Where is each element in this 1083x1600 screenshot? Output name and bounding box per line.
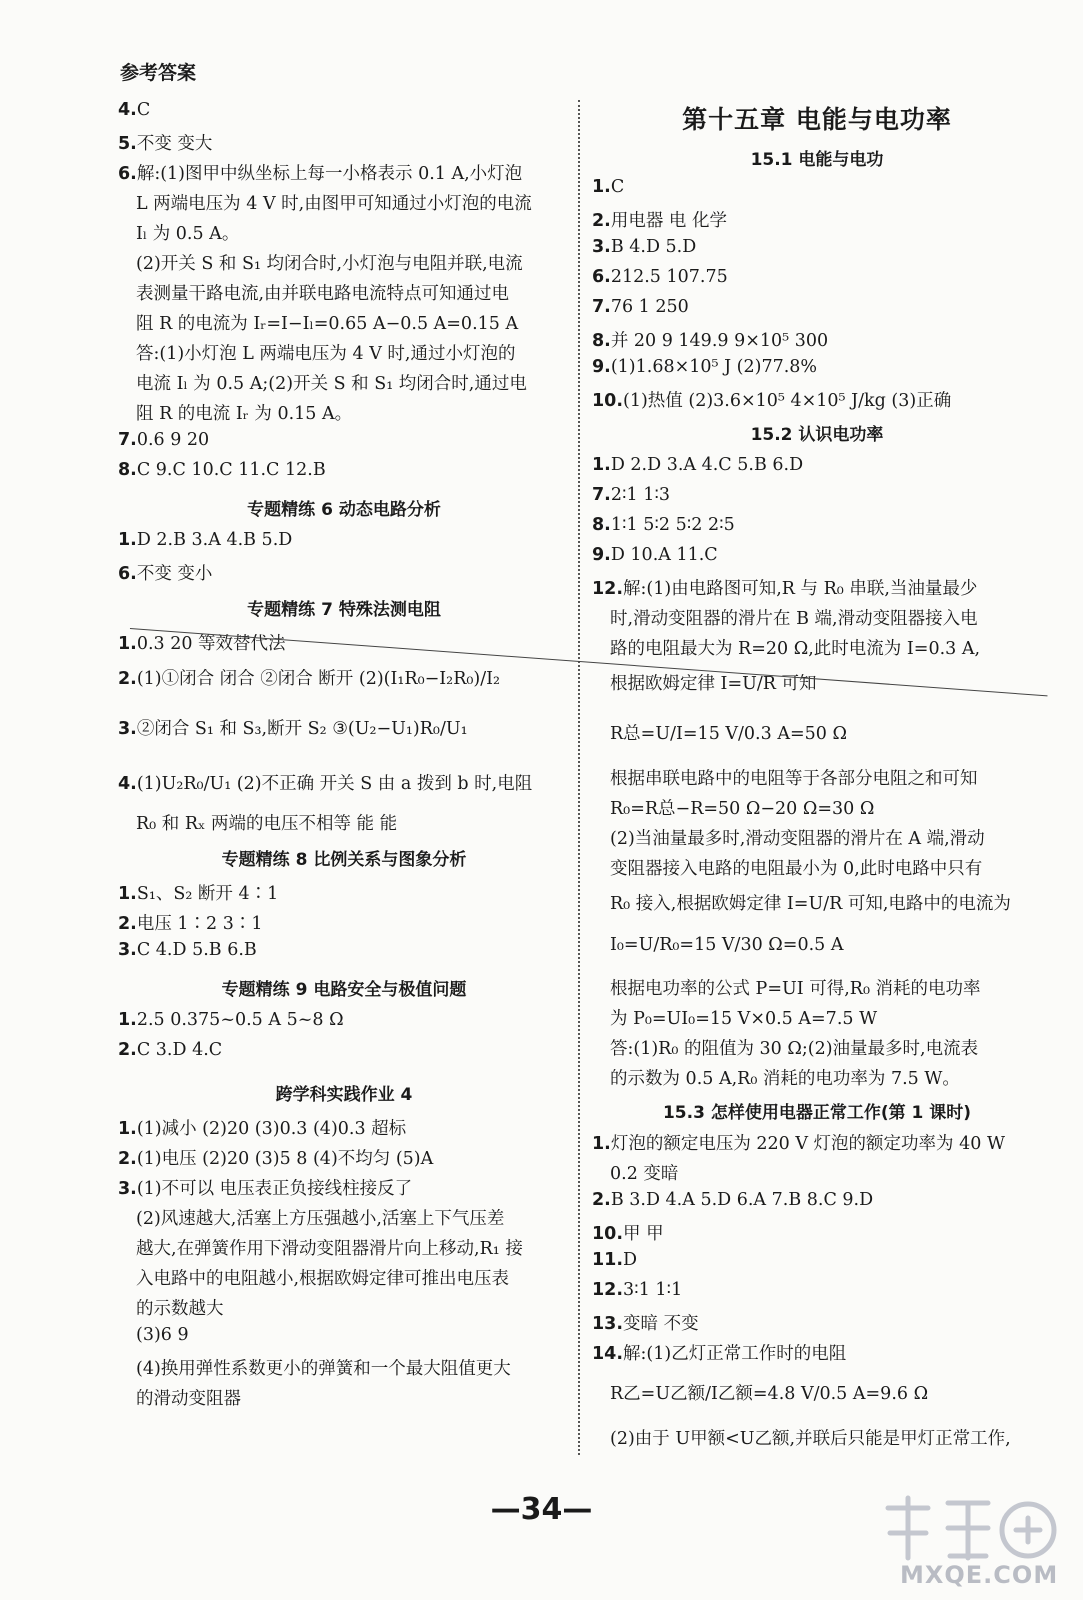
answer-line <box>592 575 1042 600</box>
answer-continuation <box>592 890 1042 915</box>
answer-text: (1)①闭合 闭合 ②闭合 断开 (2)(I₁R₀−I₂R₀)/I₂ <box>136 669 501 689</box>
section-heading: 跨学科实践作业 4 <box>275 1085 413 1105</box>
answer-text: (1)电压 (2)20 (3)5 8 (4)不均匀 (5)A <box>136 1149 434 1169</box>
answer-text: C 9.C 10.C 11.C 12.B <box>136 460 326 480</box>
answer-text: 3∶1 1∶1 <box>623 1280 683 1300</box>
answer-continuation <box>118 310 570 335</box>
answer-text: 解:(1)乙灯正常工作时的电阻 <box>623 1344 847 1364</box>
answer-continuation <box>118 1355 570 1380</box>
question-number: 13. <box>592 1314 624 1334</box>
answer-continuation <box>118 400 570 425</box>
question-number: 6. <box>118 564 137 584</box>
answer-text: (1)U₂R₀/U₁ (2)不正确 开关 S 由 a 拨到 b 时,电阻 <box>136 774 533 794</box>
answer-line <box>118 1145 570 1170</box>
answer-text: 越大,在弹簧作用下滑动变阻器滑片向上移动,R₁ 接 <box>136 1239 523 1259</box>
question-number: 3. <box>118 940 137 960</box>
answer-text: 并 20 9 149.9 9×10⁵ 300 <box>610 331 829 351</box>
answer-text: I₀=U/R₀=15 V/30 Ω=0.5 A <box>610 935 844 955</box>
question-number: 1. <box>592 177 611 197</box>
answer-continuation <box>118 220 570 245</box>
answer-text: R₀=R总−R=50 Ω−20 Ω=30 Ω <box>610 799 875 819</box>
answer-text: 2∶1 1∶3 <box>610 485 671 505</box>
answer-line <box>592 485 1042 505</box>
section-heading: 15.2 认识电功率 <box>750 425 884 445</box>
answer-line <box>592 297 1042 317</box>
question-number: 8. <box>592 331 611 351</box>
answer-line <box>118 130 570 155</box>
section-heading: 专题精练 6 动态电路分析 <box>247 500 441 520</box>
question-number: 1. <box>118 530 137 550</box>
question-number: 1. <box>118 884 137 904</box>
answer-continuation <box>592 765 1042 790</box>
answer-text: 灯泡的额定电压为 220 V 灯泡的额定功率为 40 W <box>610 1134 1005 1154</box>
section-heading: 专题精练 8 比例关系与图象分析 <box>221 850 467 870</box>
answer-text: D 10.A 11.C <box>610 545 718 565</box>
answer-line <box>118 1115 570 1140</box>
answer-text: 0.3 20 等效替代法 <box>136 634 286 654</box>
answer-text: L 两端电压为 4 V 时,由图甲可知通过小灯泡的电流 <box>136 194 532 214</box>
answer-line <box>118 460 570 480</box>
answer-continuation <box>592 1380 1042 1405</box>
answer-text: 不变 变小 <box>136 564 213 584</box>
question-number: 1. <box>592 455 611 475</box>
question-number: 7. <box>118 430 137 450</box>
answer-text: 0.6 9 20 <box>136 430 210 450</box>
answer-line <box>592 327 1042 352</box>
answer-text: 212.5 107.75 <box>610 267 728 287</box>
answer-text: C <box>610 177 625 197</box>
answer-text: C 4.D 5.B 6.B <box>136 940 257 960</box>
question-number: 12. <box>592 579 624 599</box>
answer-line <box>592 515 1042 535</box>
watermark-logo-icon <box>878 1488 1068 1568</box>
answer-text: 入电路中的电阻越小,根据欧姆定律可推出电压表 <box>136 1269 510 1289</box>
question-number: 1. <box>118 1010 137 1030</box>
question-number: 6. <box>118 164 137 184</box>
answer-text: D 2.D 3.A 4.C 5.B 6.D <box>610 455 804 475</box>
answer-text: 表测量干路电流,由并联电路电流特点可知通过电 <box>136 284 510 304</box>
section-heading: 15.3 怎样使用电器正常工作(第 1 课时) <box>662 1103 972 1123</box>
answer-continuation <box>118 810 570 835</box>
question-number: 7. <box>592 297 611 317</box>
answer-continuation <box>592 1005 1042 1030</box>
question-number: 8. <box>592 515 611 535</box>
answer-continuation <box>592 855 1042 880</box>
answer-text: 的滑动变阻器 <box>136 1389 241 1409</box>
answer-text: 0.2 变暗 <box>610 1164 679 1184</box>
answer-continuation <box>118 370 570 395</box>
answer-continuation <box>118 1205 570 1230</box>
section-heading: 专题精练 7 特殊法测电阻 <box>247 600 441 620</box>
question-number: 8. <box>118 460 137 480</box>
answer-line <box>118 630 570 655</box>
answer-text: 电流 Iₗ 为 0.5 A;(2)开关 S 和 S₁ 均闭合时,通过电 <box>136 374 527 394</box>
answer-text: 时,滑动变阻器的滑片在 B 端,滑动变阻器接入电 <box>610 609 978 629</box>
answer-line <box>592 1130 1042 1155</box>
column-divider <box>578 100 580 1455</box>
answer-line <box>592 1190 1042 1210</box>
answer-text: R₀ 和 Rₓ 两端的电压不相等 能 能 <box>136 814 398 834</box>
answer-continuation <box>592 670 1042 695</box>
answer-text: B 4.D 5.D <box>610 237 697 257</box>
answer-text: 为 P₀=UI₀=15 V×0.5 A=7.5 W <box>610 1009 878 1029</box>
section-heading: 专题精练 9 电路安全与极值问题 <box>221 980 467 1000</box>
answer-line <box>592 387 1042 412</box>
answer-text: B 3.D 4.A 5.D 6.A 7.B 8.C 9.D <box>610 1190 874 1210</box>
answer-line <box>592 237 1042 257</box>
answer-continuation <box>592 1425 1042 1450</box>
answer-text: (2)由于 U甲额<U乙额,并联后只能是甲灯正常工作, <box>610 1429 1011 1449</box>
question-number: 14. <box>592 1344 624 1364</box>
answer-continuation <box>118 1265 570 1290</box>
answer-text: 用电器 电 化学 <box>610 211 727 231</box>
answer-text: (2)当油量最多时,滑动变阻器的滑片在 A 端,滑动 <box>610 829 985 849</box>
answer-text: C <box>136 100 151 120</box>
answer-text: R乙=U乙额/I乙额=4.8 V/0.5 A=9.6 Ω <box>610 1384 929 1404</box>
page-header: 参考答案 <box>120 62 197 84</box>
answer-line <box>118 100 570 120</box>
answer-text: 2.5 0.375~0.5 A 5~8 Ω <box>136 1010 344 1030</box>
question-number: 1. <box>592 1134 611 1154</box>
answer-text: (1)热值 (2)3.6×10⁵ 4×10⁵ J/kg (3)正确 <box>623 391 952 411</box>
answer-text: Iₗ 为 0.5 A。 <box>136 224 240 244</box>
answer-line <box>118 910 570 935</box>
answer-line <box>592 1220 1042 1245</box>
question-number: 1. <box>118 634 137 654</box>
answer-text: 变暗 不变 <box>623 1314 699 1334</box>
answer-text: 路的电阻最大为 R=20 Ω,此时电流为 I=0.3 A, <box>610 639 981 659</box>
answer-line <box>592 357 1042 377</box>
answer-line <box>592 177 1042 197</box>
answer-line <box>118 430 570 450</box>
answer-line <box>118 530 570 550</box>
answer-continuation <box>592 1160 1042 1185</box>
answer-continuation <box>118 1385 570 1410</box>
answer-text: 根据串联电路中的电阻等于各部分电阻之和可知 <box>610 769 978 789</box>
answer-continuation <box>118 190 570 215</box>
question-number: 3. <box>118 1179 137 1199</box>
answer-text: (1)减小 (2)20 (3)0.3 (4)0.3 超标 <box>136 1119 407 1139</box>
answer-text: (3)6 9 <box>136 1325 189 1345</box>
question-number: 11. <box>592 1250 624 1270</box>
answer-line <box>118 560 570 585</box>
answer-text: 解:(1)由电路图可知,R 与 R₀ 串联,当油量最少 <box>623 579 978 599</box>
answer-text: S₁、S₂ 断开 4∶1 <box>136 884 279 904</box>
answer-text: (1)不可以 电压表正负接线柱接反了 <box>136 1179 413 1199</box>
chapter-title: 第十五章 电能与电功率 <box>682 105 952 134</box>
question-number: 5. <box>118 134 137 154</box>
question-number: 2. <box>592 211 611 231</box>
answer-text: (4)换用弹性系数更小的弹簧和一个最大阻值更大 <box>136 1359 511 1379</box>
answer-text: ②闭合 S₁ 和 S₃,断开 S₂ ③(U₂−U₁)R₀/U₁ <box>136 719 468 739</box>
answer-text: 76 1 250 <box>610 297 689 317</box>
answer-text: 根据欧姆定律 I=U/R 可知 <box>610 674 817 694</box>
question-number: 10. <box>592 1224 624 1244</box>
answer-continuation <box>118 250 570 275</box>
answer-line <box>118 1010 570 1030</box>
question-number: 2. <box>592 1190 611 1210</box>
question-number: 2. <box>118 669 137 689</box>
answer-continuation <box>118 340 570 365</box>
watermark-text: MXQE.COM <box>900 1561 1059 1589</box>
question-number: 2. <box>118 1040 137 1060</box>
answer-line <box>592 1310 1042 1335</box>
answer-text: 答:(1)R₀ 的阻值为 30 Ω;(2)油量最多时,电流表 <box>610 1039 979 1059</box>
question-number: 7. <box>592 485 611 505</box>
question-number: 6. <box>592 267 611 287</box>
answer-text: 根据电功率的公式 P=UI 可得,R₀ 消耗的电功率 <box>610 979 981 999</box>
answer-line <box>118 665 570 690</box>
answer-line <box>592 207 1042 232</box>
answer-continuation <box>592 795 1042 820</box>
answer-line <box>592 1280 1042 1300</box>
answer-text: 解:(1)图甲中纵坐标上每一小格表示 0.1 A,小灯泡 <box>136 164 523 184</box>
answer-line <box>592 267 1042 287</box>
answer-continuation <box>118 1235 570 1260</box>
answer-text: 阻 R 的电流 Iᵣ 为 0.15 A。 <box>136 404 353 424</box>
answer-text: (2)开关 S 和 S₁ 均闭合时,小灯泡与电阻并联,电流 <box>136 254 523 274</box>
question-number: 3. <box>592 237 611 257</box>
question-number: 2. <box>118 1149 137 1169</box>
answer-continuation <box>592 605 1042 630</box>
answer-line <box>592 1250 1042 1270</box>
answer-text: 阻 R 的电流为 Iᵣ=I−Iₗ=0.65 A−0.5 A=0.15 A <box>136 314 519 334</box>
answer-text: 电压 1∶2 3∶1 <box>136 914 263 934</box>
answer-text: R总=U/I=15 V/0.3 A=50 Ω <box>610 724 847 744</box>
answer-text: R₀ 接入,根据欧姆定律 I=U/R 可知,电路中的电流为 <box>610 894 1011 914</box>
question-number: 2. <box>118 914 137 934</box>
answer-line <box>118 770 570 795</box>
answer-text: C 3.D 4.C <box>136 1040 223 1060</box>
answer-text: (1)1.68×10⁵ J (2)77.8% <box>610 357 818 377</box>
answer-continuation <box>118 280 570 305</box>
section-heading: 15.1 电能与电功 <box>750 150 884 170</box>
answer-text: D <box>623 1250 638 1270</box>
watermark <box>878 1488 1068 1593</box>
answer-continuation <box>592 975 1042 1000</box>
answer-continuation <box>592 1065 1042 1090</box>
answer-text: 1∶1 5∶2 5∶2 2∶5 <box>610 515 735 535</box>
question-number: 9. <box>592 357 611 377</box>
answer-continuation <box>592 720 1042 745</box>
answer-text: 甲 甲 <box>623 1224 664 1244</box>
answer-text: D 2.B 3.A 4.B 5.D <box>136 530 293 550</box>
question-number: 4. <box>118 100 137 120</box>
answer-continuation <box>592 825 1042 850</box>
answer-text: 不变 变大 <box>136 134 213 154</box>
answer-text: (2)风速越大,活塞上方压强越小,活塞上下气压差 <box>136 1209 505 1229</box>
answer-line <box>592 545 1042 565</box>
page-number: —34— <box>490 1492 593 1527</box>
answer-text: 答:(1)小灯泡 L 两端电压为 4 V 时,通过小灯泡的 <box>136 344 516 364</box>
question-number: 4. <box>118 774 137 794</box>
answer-continuation <box>592 935 1042 955</box>
answer-line <box>118 880 570 905</box>
answer-continuation <box>592 635 1042 660</box>
question-number: 1. <box>118 1119 137 1139</box>
question-number: 9. <box>592 545 611 565</box>
question-number: 12. <box>592 1280 624 1300</box>
answer-text: 的示数越大 <box>136 1299 224 1319</box>
question-number: 3. <box>118 719 137 739</box>
answer-line <box>592 455 1042 475</box>
answer-line <box>118 160 570 185</box>
answer-line <box>118 940 570 960</box>
answer-continuation <box>118 1325 570 1345</box>
answer-text: 变阻器接入电路的电阻最小为 0,此时电路中只有 <box>610 859 983 879</box>
answer-text: 的示数为 0.5 A,R₀ 消耗的电功率为 7.5 W。 <box>610 1069 960 1089</box>
answer-continuation <box>118 1295 570 1320</box>
answer-continuation <box>592 1035 1042 1060</box>
answer-line <box>118 1175 570 1200</box>
answer-line <box>592 1340 1042 1365</box>
answer-line <box>118 715 570 740</box>
question-number: 10. <box>592 391 624 411</box>
answer-line <box>118 1040 570 1060</box>
